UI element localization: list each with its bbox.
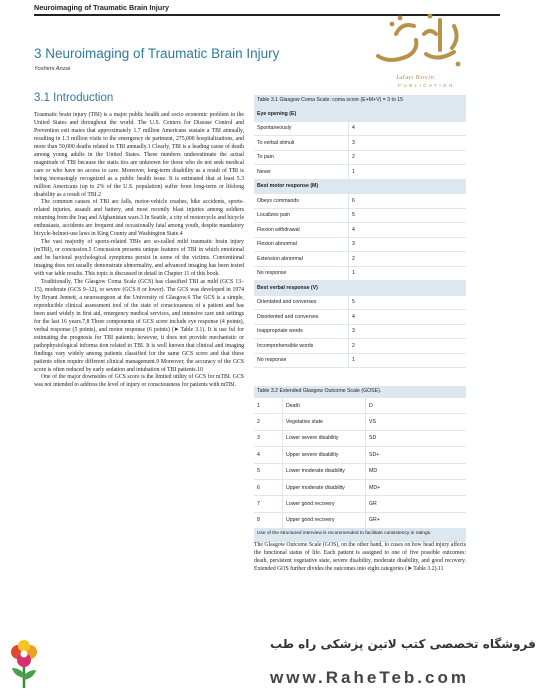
table-cell-score: 5 [349, 209, 466, 223]
footer-store-name: فروشگاه تخصصی کتب لاتین پزشکی راه طب [270, 637, 536, 651]
section-title: 3.1 Introduction [34, 92, 114, 104]
table-row [254, 165, 466, 179]
table-cell-number: 7 [254, 496, 282, 511]
table-row [254, 464, 466, 479]
table-cell-label: Upper severe disability [283, 447, 365, 462]
table-cell-label: Lower moderate disability [283, 464, 365, 479]
body-paragraph: One of the major downsides of GCS score is the limited utility of GCS for mTBI. GCS was not intended to address the level of injury or consciousness for patients with mTBI. [34, 374, 244, 389]
table-cell-label: Spontaneously [254, 122, 348, 136]
table-row [254, 447, 466, 462]
body-text-column [34, 112, 244, 390]
table-cell-abbr: SD+ [366, 447, 466, 462]
table-cell-label: Lower good recovery [283, 496, 365, 511]
table-cell-abbr: SD [366, 431, 466, 446]
table-section-heading: Best verbal response (V) [254, 281, 466, 295]
table-row [254, 513, 466, 528]
table-cell-abbr: D [366, 398, 466, 413]
table-row [254, 431, 466, 446]
table-caption: Table 3.2 Extended Glasgow Outcome Scale (GOSE). [254, 386, 466, 397]
table-cell-label: Death [283, 398, 365, 413]
table-row [254, 223, 466, 237]
footer-url[interactable]: www.RaheTeb.com [270, 668, 469, 687]
table-cell-label: No response [254, 267, 348, 281]
table-cell-label: Flexion abnormal [254, 238, 348, 252]
table-footnote: Use of the structured interview is recommended to facilitate consistency in ratings. [254, 529, 466, 541]
table-cell-label: No response [254, 354, 348, 368]
table-cell-score: 1 [349, 267, 466, 281]
table-cell-abbr: GR+ [366, 513, 466, 528]
table-row [254, 496, 466, 511]
table-cell-score: 4 [349, 122, 466, 136]
table-row [254, 480, 466, 495]
publisher-watermark-logo [368, 4, 468, 88]
table-section-heading: Best motor response (M) [254, 180, 466, 194]
table-row [254, 209, 466, 223]
table-row [254, 151, 466, 165]
gose-table [254, 397, 466, 529]
table-row [254, 122, 466, 136]
table-row [254, 267, 466, 281]
table-cell-label: Localizes pain [254, 209, 348, 223]
gcs-table [254, 106, 466, 368]
table-row [254, 398, 466, 413]
body-paragraph: The vast majority of sports-related TBIs are so-called mild traumatic brain injury (mTBI), or concussion.5 Concussion presents unique features of TBI in which emotional and be havioral psychological symptoms persist in some of the victims. Conventional imaging does not usually demonstrate abnormality, and advanced imaging has been tested with var iable results. This topic is discussed in detail in Chapter 11 of this book. [34, 239, 244, 278]
table-cell-number: 6 [254, 480, 282, 495]
table-cell-score: 4 [349, 223, 466, 237]
table-row [254, 414, 466, 429]
table-3-2 [254, 386, 466, 542]
table-cell-label: Flexion withdrawal [254, 223, 348, 237]
table-cell-number: 1 [254, 398, 282, 413]
table-row [254, 238, 466, 252]
body-paragraph: The common causes of TBI are falls, motor-vehicle crashes, bike accidents, sports-related injuries, assault and battery, and most recently blast injuries among soldiers returning from the Iraq and Afghanistan wars.3 In Seattle, a city of motorcycle and bicycle enthusiasts, accidents are frequent and occasionally fatal among youth, despite mandatory bicycle-helmet-use laws in King County and Washington State.4 [34, 199, 244, 238]
table-cell-score: 2 [349, 151, 466, 165]
table-cell-number: 2 [254, 414, 282, 429]
table-cell-score: 5 [349, 296, 466, 310]
table-cell-abbr: GR [366, 496, 466, 511]
table-row [254, 136, 466, 150]
body-paragraph: Traditionally, The Glasgow Coma Scale (GCS) has classified TBI as mild (GCS 13–15), moderate (GCS 9–12), or severe (GCS 8 or lower). The GCS was developed in 1974 by Bryant Jennett, a neurosurgeon at the University of Glasgow.6 The GCS is a simple, reproducible clinical assessment tool of the state of consciousness of a patient and has been used widely in first aid, emergency medical services, and intensive care unit settings for the last 16 years.7,8 Three components of GCS score include eye response (4 points), verbal response (5 points), and motor response (6 points) (➤ Table 3.1). It is use ful for estimating the prognosis for TBI patients; however, it does not provide mechanistic or pathophysiological informa tion related to TBI. It is well known that clinical and imaging findings vary widely among patients classified for the same GCS score and that these patients often require different clinical management.9 Moreover, the accuracy of the GCS score is often reduced by early sedation and intubation of TBI patients.10 [34, 279, 244, 373]
table-row [254, 354, 466, 368]
table-row [254, 194, 466, 208]
watermark-latin: Jafari Rovin [396, 74, 435, 81]
table-cell-score: 3 [349, 136, 466, 150]
table-row [254, 252, 466, 266]
watermark-publication: PUBLICATION [398, 83, 455, 88]
table-cell-label: To verbal stimuli [254, 136, 348, 150]
table-cell-label: Lower severe disability [283, 431, 365, 446]
table-cell-score: 3 [349, 325, 466, 339]
table-cell-number: 8 [254, 513, 282, 528]
calligraphy-logo-icon [368, 4, 468, 74]
table-cell-label: Disoriented and converses [254, 310, 348, 324]
table-row [254, 310, 466, 324]
table-cell-label: Incomprehensible words [254, 339, 348, 353]
table-cell-score: 3 [349, 238, 466, 252]
table-cell-label: Vegetative state [283, 414, 365, 429]
table-caption: Table 3.1 Glasgow Coma Scale: coma score (E+M+V) = 3 to 15 [254, 95, 466, 106]
table-cell-label: Obeys commands [254, 194, 348, 208]
running-head: Neuroimaging of Traumatic Brain Injury [34, 3, 169, 12]
chapter-title: 3 Neuroimaging of Traumatic Brain Injury [34, 46, 280, 61]
table-row [254, 325, 466, 339]
chapter-author: Yoshimi Anzai [34, 66, 71, 72]
table-cell-label: Orientated and converses [254, 296, 348, 310]
table-cell-number: 3 [254, 431, 282, 446]
table-cell-label: Upper good recovery [283, 513, 365, 528]
table-cell-label: To pain [254, 151, 348, 165]
body-paragraph: Traumatic brain injury (TBI) is a major public health and socio economic problem in the United States and throughout the world. The U.S. Centers for Disease Control and Prevention esti mates that approximately 1.7 million Americans sustain a TBI annually, resulting in 1.3 million visits to the emergency de partment, 275,000 hospitalizations, and more than 50,000 deaths related to TBI annually.1 Clearly, TBI is a leading cause of death among young adults in the United States. These numbers underestimate the actual magnitude of TBI because the statis tics are unknown for those who do not seek medical care or who have no access to care. Moreover, long-term disability as a result of TBI is being increasingly recognized as a public health issue. It is estimated that at least 5.3 million Americans (up to 2% of the U.S. population) suffer from long-term or lifelong disability as a result of TBI.2 [34, 112, 244, 198]
table-cell-score: 2 [349, 339, 466, 353]
table-cell-number: 4 [254, 447, 282, 462]
table-cell-label: Upper moderate disability [283, 480, 365, 495]
table-cell-abbr: MD [366, 464, 466, 479]
table-cell-abbr: VS [366, 414, 466, 429]
table-cell-abbr: MD+ [366, 480, 466, 495]
table-row [254, 296, 466, 310]
table-cell-label: Extension abnormal [254, 252, 348, 266]
table-cell-label: Inappropriate words [254, 325, 348, 339]
table-cell-number: 5 [254, 464, 282, 479]
table-cell-score: 2 [349, 252, 466, 266]
table-cell-score: 4 [349, 310, 466, 324]
table-section-heading: Eye opening (E) [254, 107, 466, 121]
table-cell-label: Never [254, 165, 348, 179]
table-cell-score: 1 [349, 354, 466, 368]
table-cell-score: 6 [349, 194, 466, 208]
table-row [254, 339, 466, 353]
flower-logo-icon [6, 638, 42, 690]
right-column-paragraph: The Glasgow Outcome Scale (GOS), on the other hand, fo cuses on how head injury affects the functional status of life. Each patient is assigned to one of five possible outcomes: death, persistent vegetative state, severe disability, moderate disability, and good recovery. Extended GOS further divides the outcomes into eight categories (➤ Table 3.2).11 [254, 542, 466, 572]
table-3-1 [254, 95, 466, 368]
table-cell-score: 1 [349, 165, 466, 179]
